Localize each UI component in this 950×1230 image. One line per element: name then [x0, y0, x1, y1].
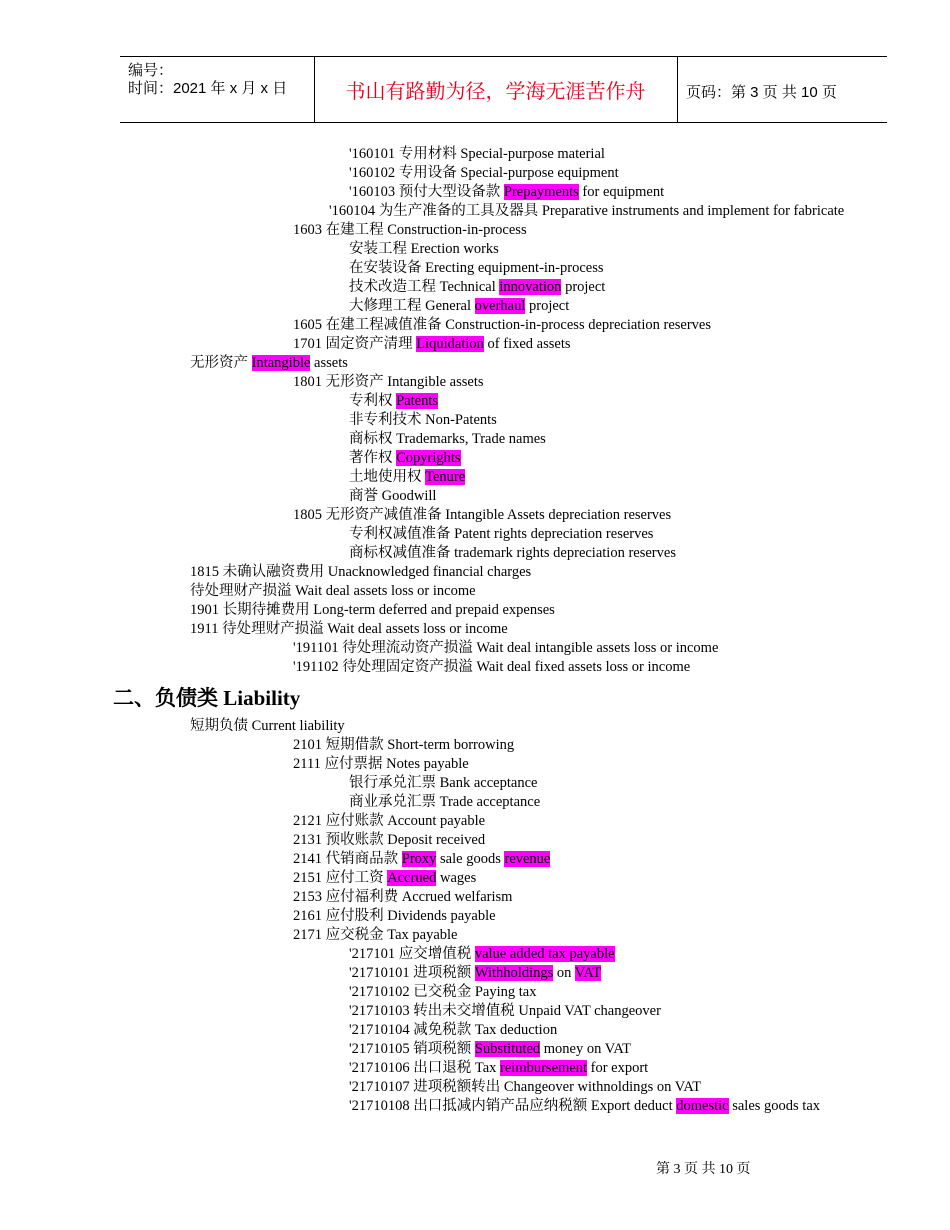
highlighted-term: Prepayments	[503, 184, 579, 200]
account-line	[349, 411, 497, 429]
line-text: money on VAT	[540, 1041, 632, 1057]
line-text: assets	[310, 355, 348, 371]
account-line	[349, 449, 461, 467]
line-text: on	[553, 965, 575, 981]
account-line	[349, 964, 601, 982]
header-time-label: 时间：2021 年 x 月 x 日	[128, 80, 288, 97]
account-line	[349, 525, 653, 543]
line-text: 短期负债 Current liability	[190, 718, 345, 734]
highlighted-term: Patents	[396, 393, 439, 409]
line-text: wages	[436, 870, 477, 886]
account-line	[349, 544, 676, 562]
line-text: for export	[587, 1060, 649, 1076]
section-heading	[113, 686, 300, 710]
line-text: 银行承兑汇票 Bank acceptance	[349, 775, 538, 791]
line-text: 2121 应付账款 Account payable	[293, 813, 486, 829]
line-text: 专利权	[349, 393, 397, 409]
account-line	[349, 774, 537, 792]
highlighted-term: reimbursement	[500, 1060, 588, 1076]
line-text: '160103 预付大型设备款	[349, 184, 504, 200]
line-text: '21710101 进项税额	[349, 965, 475, 981]
line-text: 1605 在建工程减值准备 Construction-in-process depreciation reserves	[293, 317, 711, 333]
account-line	[349, 468, 465, 486]
line-text: '217101 应交增值税	[349, 946, 475, 962]
account-line	[349, 259, 604, 277]
account-line	[293, 335, 571, 353]
line-text: '191101 待处理流动资产损溢 Wait deal intangible assets loss or income	[293, 640, 719, 656]
account-line	[349, 392, 438, 410]
account-line	[349, 145, 605, 163]
account-line	[293, 812, 485, 830]
line-text: '21710106 出口退税 Tax	[349, 1060, 501, 1076]
highlighted-term: revenue	[504, 851, 551, 867]
line-text: sale goods	[436, 851, 505, 867]
account-line	[349, 240, 499, 258]
line-text: '191102 待处理固定资产损溢 Wait deal fixed assets loss or income	[293, 659, 691, 675]
line-text: 商标权 Trademarks, Trade names	[349, 431, 546, 447]
highlighted-term: Substituted	[474, 1041, 541, 1057]
account-line	[293, 907, 496, 925]
account-line	[349, 297, 569, 315]
highlighted-term: Intangible	[251, 355, 311, 371]
account-line	[349, 793, 540, 811]
line-text: 专利权减值准备 Patent rights depreciation reserves	[349, 526, 654, 542]
account-line	[349, 1002, 661, 1020]
line-text: '160104 为生产准备的工具及器具 Preparative instruments and implement for fabricate	[329, 203, 845, 219]
account-line	[190, 601, 555, 619]
line-text: 商业承兑汇票 Trade acceptance	[349, 794, 541, 810]
highlighted-term: domestic	[676, 1098, 729, 1114]
line-text: of fixed assets	[483, 336, 571, 352]
line-text: project	[561, 279, 606, 295]
highlighted-term: innovation	[499, 279, 562, 295]
account-line	[349, 945, 615, 963]
account-line	[190, 620, 508, 638]
account-line	[293, 658, 690, 676]
line-text: '21710102 已交税金 Paying tax	[349, 984, 537, 1000]
line-text: 1805 无形资产减值准备 Intangible Assets depreciation reserves	[293, 507, 672, 523]
account-line	[349, 1021, 557, 1039]
line-text: 1815 未确认融资费用 Unacknowledged financial charges	[190, 564, 532, 580]
line-text: '160102 专用设备 Special-purpose equipment	[349, 165, 619, 181]
account-line	[293, 506, 671, 524]
line-text: 1901 长期待摊费用 Long-term deferred and prepaid expenses	[190, 602, 555, 618]
account-line	[293, 639, 718, 657]
highlighted-term: Copyrights	[396, 450, 461, 466]
line-text: project	[525, 298, 570, 314]
highlighted-term: Tenure	[425, 469, 466, 485]
highlighted-term: Liquidation	[416, 336, 484, 352]
account-line	[329, 202, 844, 220]
line-text: 2111 应付票据 Notes payable	[293, 756, 469, 772]
line-text: '21710107 进项税额转出 Changeover withnoldings on VAT	[349, 1079, 702, 1095]
line-text: 安装工程 Erection works	[349, 241, 499, 257]
line-text: '160101 专用材料 Special-purpose material	[349, 146, 605, 162]
line-text: 1911 待处理财产损溢 Wait deal assets loss or income	[190, 621, 508, 637]
highlighted-term: value added tax payable	[474, 946, 615, 962]
account-line	[293, 736, 514, 754]
line-text: 技术改造工程 Technical	[349, 279, 500, 295]
line-text: 商标权减值准备 trademark rights depreciation reserves	[349, 545, 676, 561]
line-text: 2131 预收账款 Deposit received	[293, 832, 486, 848]
highlighted-term: Accrued	[387, 870, 437, 886]
header-code-label: 编号：	[128, 62, 174, 79]
account-line	[293, 869, 476, 887]
line-text: '21710103 转出未交增值税 Unpaid VAT changeover	[349, 1003, 661, 1019]
account-line	[190, 582, 476, 600]
account-line	[293, 926, 458, 944]
line-text: 无形资产	[190, 355, 252, 371]
highlighted-term: overhaul	[474, 298, 526, 314]
page-footer: 第 3 页 共 10 页	[656, 1162, 751, 1177]
line-text: 二、负债类 Liability	[113, 686, 301, 710]
highlighted-term: Proxy	[401, 851, 437, 867]
line-text: 商誉 Goodwill	[349, 488, 437, 504]
account-line	[190, 717, 345, 735]
line-text: 2101 短期借款 Short-term borrowing	[293, 737, 515, 753]
account-line	[349, 983, 536, 1001]
account-line	[349, 1059, 648, 1077]
line-text: 土地使用权	[349, 469, 426, 485]
account-line	[349, 1040, 631, 1058]
account-line	[293, 755, 469, 773]
highlighted-term: VAT	[574, 965, 602, 981]
line-text: '21710104 减免税款 Tax deduction	[349, 1022, 558, 1038]
account-line	[293, 831, 485, 849]
line-text: 大修理工程 General	[349, 298, 475, 314]
account-line	[293, 850, 550, 868]
line-text: 非专利技术 Non-Patents	[349, 412, 497, 428]
account-line	[190, 354, 348, 372]
account-line	[349, 164, 619, 182]
line-text: 待处理财产损溢 Wait deal assets loss or income	[190, 583, 476, 599]
account-line	[293, 316, 711, 334]
header-motto: 书山有路勤为径，学海无涯苦作舟	[345, 79, 646, 103]
line-text: 2153 应付福利费 Accrued welfarism	[293, 889, 513, 905]
line-text: 在安装设备 Erecting equipment-in-process	[349, 260, 604, 276]
line-text: 2171 应交税金 Tax payable	[293, 927, 458, 943]
line-text: 1801 无形资产 Intangible assets	[293, 374, 484, 390]
account-line	[349, 278, 605, 296]
line-text: 1603 在建工程 Construction-in-process	[293, 222, 527, 238]
account-line	[293, 221, 527, 239]
account-line	[349, 1078, 701, 1096]
account-line	[293, 373, 484, 391]
line-text: 2151 应付工资	[293, 870, 388, 886]
account-line	[349, 430, 546, 448]
account-line	[190, 563, 531, 581]
line-text: sales goods tax	[728, 1098, 821, 1114]
line-text: 2141 代销商品款	[293, 851, 402, 867]
line-text: '21710105 销项税额	[349, 1041, 475, 1057]
line-text: 1701 固定资产清理	[293, 336, 417, 352]
account-line	[293, 888, 512, 906]
header-page-number: 页码：第 3 页 共 10 页	[686, 84, 837, 101]
line-text: 著作权	[349, 450, 397, 466]
account-line	[349, 487, 436, 505]
highlighted-term: Withholdings	[474, 965, 554, 981]
account-line	[349, 183, 664, 201]
line-text: '21710108 出口抵减内销产品应纳税额 Export deduct	[349, 1098, 677, 1114]
account-line	[349, 1097, 820, 1115]
line-text: for equipment	[578, 184, 665, 200]
line-text: 2161 应付股利 Dividends payable	[293, 908, 496, 924]
